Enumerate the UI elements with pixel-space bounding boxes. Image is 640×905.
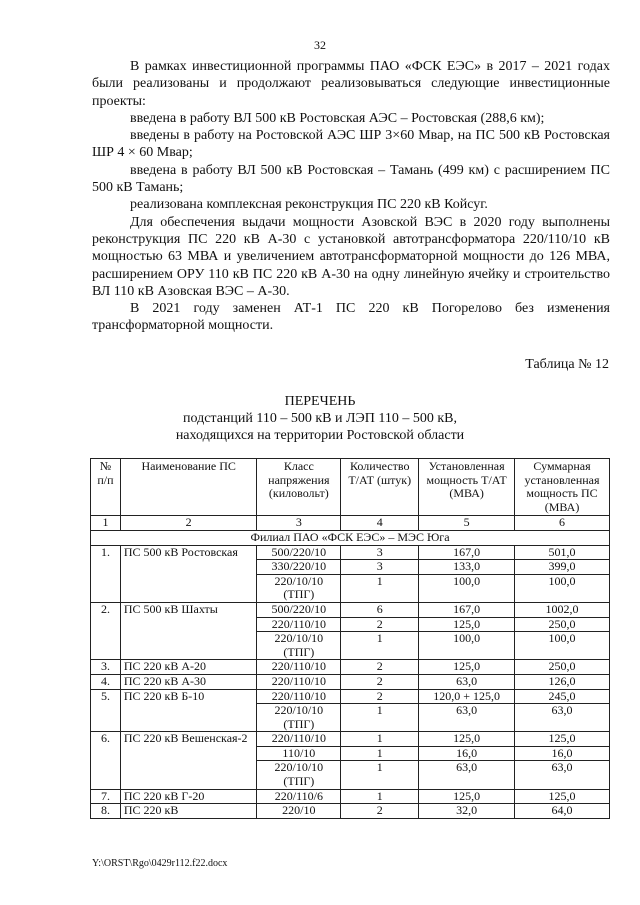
total-capacity: 501,0 xyxy=(515,545,610,560)
paragraph: введена в работу ВЛ 500 кВ Ростовская – Тамань (499 км) с расширением ПС 500 кВ Тамань; xyxy=(92,162,610,196)
substation-name: ПС 500 кВ Шахты xyxy=(120,602,257,659)
transformer-count: 2 xyxy=(341,660,419,675)
voltage-class: 500/220/10 xyxy=(257,602,341,617)
transformer-count: 2 xyxy=(341,617,419,632)
total-capacity: 16,0 xyxy=(515,746,610,761)
transformer-count: 1 xyxy=(341,789,419,804)
installed-capacity: 32,0 xyxy=(419,804,515,819)
table-title xyxy=(0,393,640,444)
voltage-class: 220/110/10 xyxy=(257,660,341,675)
header-cell: № п/п xyxy=(91,459,121,516)
total-capacity: 1002,0 xyxy=(515,602,610,617)
transformer-count: 1 xyxy=(341,732,419,747)
installed-capacity: 125,0 xyxy=(419,617,515,632)
transformer-count: 2 xyxy=(341,804,419,819)
column-number: 6 xyxy=(515,516,610,531)
total-capacity: 125,0 xyxy=(515,789,610,804)
table-row xyxy=(91,804,610,819)
substation-name: ПС 220 кВ Г-20 xyxy=(120,789,257,804)
total-capacity: 399,0 xyxy=(515,560,610,575)
table-row xyxy=(91,674,610,689)
column-number: 4 xyxy=(341,516,419,531)
substation-name: ПС 500 кВ Ростовская xyxy=(120,545,257,602)
voltage-class: 330/220/10 xyxy=(257,560,341,575)
substation-name: ПС 220 кВ А-20 xyxy=(120,660,257,675)
installed-capacity: 100,0 xyxy=(419,632,515,660)
paragraph: реализована комплексная реконструкция ПС 220 кВ Койсуг. xyxy=(130,197,488,213)
table-row xyxy=(91,602,610,617)
installed-capacity: 167,0 xyxy=(419,545,515,560)
installed-capacity: 100,0 xyxy=(419,574,515,602)
voltage-class: 220/110/10 xyxy=(257,674,341,689)
transformer-count: 2 xyxy=(341,689,419,704)
total-capacity: 125,0 xyxy=(515,732,610,747)
section-row xyxy=(91,530,610,545)
installed-capacity: 63,0 xyxy=(419,674,515,689)
paragraph: В рамках инвестиционной программы ПАО «ФСК ЕЭС» в 2017 – 2021 годах были реализованы и продолжают реализовываться следующие инвестиционные проекты: xyxy=(92,59,610,109)
row-number: 5. xyxy=(91,689,121,732)
column-number: 1 xyxy=(91,516,121,531)
column-number: 5 xyxy=(419,516,515,531)
voltage-class: 220/110/10 xyxy=(257,732,341,747)
row-number: 1. xyxy=(91,545,121,602)
paragraph: В 2021 году заменен АТ-1 ПС 220 кВ Погорелово без изменения трансформаторной мощности. xyxy=(92,301,610,334)
title-line-3: находящихся на территории Ростовской области xyxy=(175,428,465,443)
transformer-count: 1 xyxy=(341,761,419,789)
transformer-count: 3 xyxy=(341,545,419,560)
row-number: 6. xyxy=(91,732,121,789)
header-cell: Наименование ПС xyxy=(120,459,257,516)
substation-name: ПС 220 кВ Вешенская-2 xyxy=(120,732,257,789)
voltage-class: 220/10/10 (ТПГ) xyxy=(257,574,341,602)
installed-capacity: 63,0 xyxy=(419,761,515,789)
table-row xyxy=(91,789,610,804)
table-row xyxy=(91,732,610,747)
installed-capacity: 125,0 xyxy=(419,660,515,675)
substation-table xyxy=(90,458,610,819)
transformer-count: 1 xyxy=(341,746,419,761)
title-line-2: подстанций 110 – 500 кВ и ЛЭП 110 – 500 кВ, xyxy=(183,411,457,426)
substation-name: ПС 220 кВ А-30 xyxy=(120,674,257,689)
paragraph: Для обеспечения выдачи мощности Азовской ВЭС в 2020 году выполнены реконструкция ПС 220 кВ А-30 с установкой автотрансформатора 220/110/10 кВ мощностью 63 МВА и увеличением автотрансформаторной мощности до 126 МВА, расширением ОРУ 110 кВ ПС 220 кВ А-30 на одну линейную ячейку и строительство ВЛ 110 кВ Азовская ВЭС – А-30. xyxy=(92,214,610,299)
installed-capacity: 120,0 + 125,0 xyxy=(419,689,515,704)
row-number: 7. xyxy=(91,789,121,804)
header-cell: Количество Т/АТ (штук) xyxy=(341,459,419,516)
total-capacity: 100,0 xyxy=(515,574,610,602)
installed-capacity: 16,0 xyxy=(419,746,515,761)
voltage-class: 220/10/10 (ТПГ) xyxy=(257,704,341,732)
row-number: 4. xyxy=(91,674,121,689)
installed-capacity: 133,0 xyxy=(419,560,515,575)
transformer-count: 1 xyxy=(341,632,419,660)
voltage-class: 220/10/10 (ТПГ) xyxy=(257,761,341,789)
installed-capacity: 167,0 xyxy=(419,602,515,617)
page-number: 32 xyxy=(314,38,326,52)
transformer-count: 2 xyxy=(341,674,419,689)
transformer-count: 1 xyxy=(341,704,419,732)
total-capacity: 126,0 xyxy=(515,674,610,689)
row-number: 3. xyxy=(91,660,121,675)
total-capacity: 250,0 xyxy=(515,660,610,675)
table-row xyxy=(91,660,610,675)
voltage-class: 220/10 xyxy=(257,804,341,819)
substation-name: ПС 220 кВ xyxy=(120,804,257,819)
header-cell: Установленная мощность Т/АТ (МВА) xyxy=(419,459,515,516)
table-body xyxy=(91,545,610,818)
paragraph: введена в работу ВЛ 500 кВ Ростовская АЭС – Ростовская (288,6 км); xyxy=(130,110,545,126)
substation-name: ПС 220 кВ Б-10 xyxy=(120,689,257,732)
table-header-row xyxy=(91,459,610,516)
row-number: 2. xyxy=(91,602,121,659)
voltage-class: 500/220/10 xyxy=(257,545,341,560)
transformer-count: 1 xyxy=(341,574,419,602)
total-capacity: 250,0 xyxy=(515,617,610,632)
total-capacity: 63,0 xyxy=(515,761,610,789)
section-heading: Филиал ПАО «ФСК ЕЭС» – МЭС Юга xyxy=(91,530,610,545)
body-text xyxy=(92,58,610,335)
voltage-class: 110/10 xyxy=(257,746,341,761)
voltage-class: 220/10/10 (ТПГ) xyxy=(257,632,341,660)
row-number: 8. xyxy=(91,804,121,819)
voltage-class: 220/110/6 xyxy=(257,789,341,804)
table-row xyxy=(91,545,610,560)
installed-capacity: 63,0 xyxy=(419,704,515,732)
header-cell: Класс напряжения (киловольт) xyxy=(257,459,341,516)
table-row xyxy=(91,689,610,704)
total-capacity: 64,0 xyxy=(515,804,610,819)
file-path-footer: Y:\ORST\Rgo\0429r112.f22.docx xyxy=(92,858,228,869)
transformer-count: 6 xyxy=(341,602,419,617)
installed-capacity: 125,0 xyxy=(419,732,515,747)
table-label: Таблица № 12 xyxy=(525,357,609,372)
column-number-row xyxy=(91,516,610,531)
transformer-count: 3 xyxy=(341,560,419,575)
column-number: 3 xyxy=(257,516,341,531)
voltage-class: 220/110/10 xyxy=(257,689,341,704)
total-capacity: 245,0 xyxy=(515,689,610,704)
column-number: 2 xyxy=(120,516,257,531)
paragraph: введены в работу на Ростовской АЭС ШР 3×60 Мвар, на ПС 500 кВ Ростовская ШР 4 × 60 Мвар; xyxy=(92,128,610,161)
title-line-1: ПЕРЕЧЕНЬ xyxy=(284,394,356,409)
total-capacity: 100,0 xyxy=(515,632,610,660)
header-cell: Суммарная установленная мощность ПС (МВА) xyxy=(515,459,610,516)
installed-capacity: 125,0 xyxy=(419,789,515,804)
total-capacity: 63,0 xyxy=(515,704,610,732)
voltage-class: 220/110/10 xyxy=(257,617,341,632)
